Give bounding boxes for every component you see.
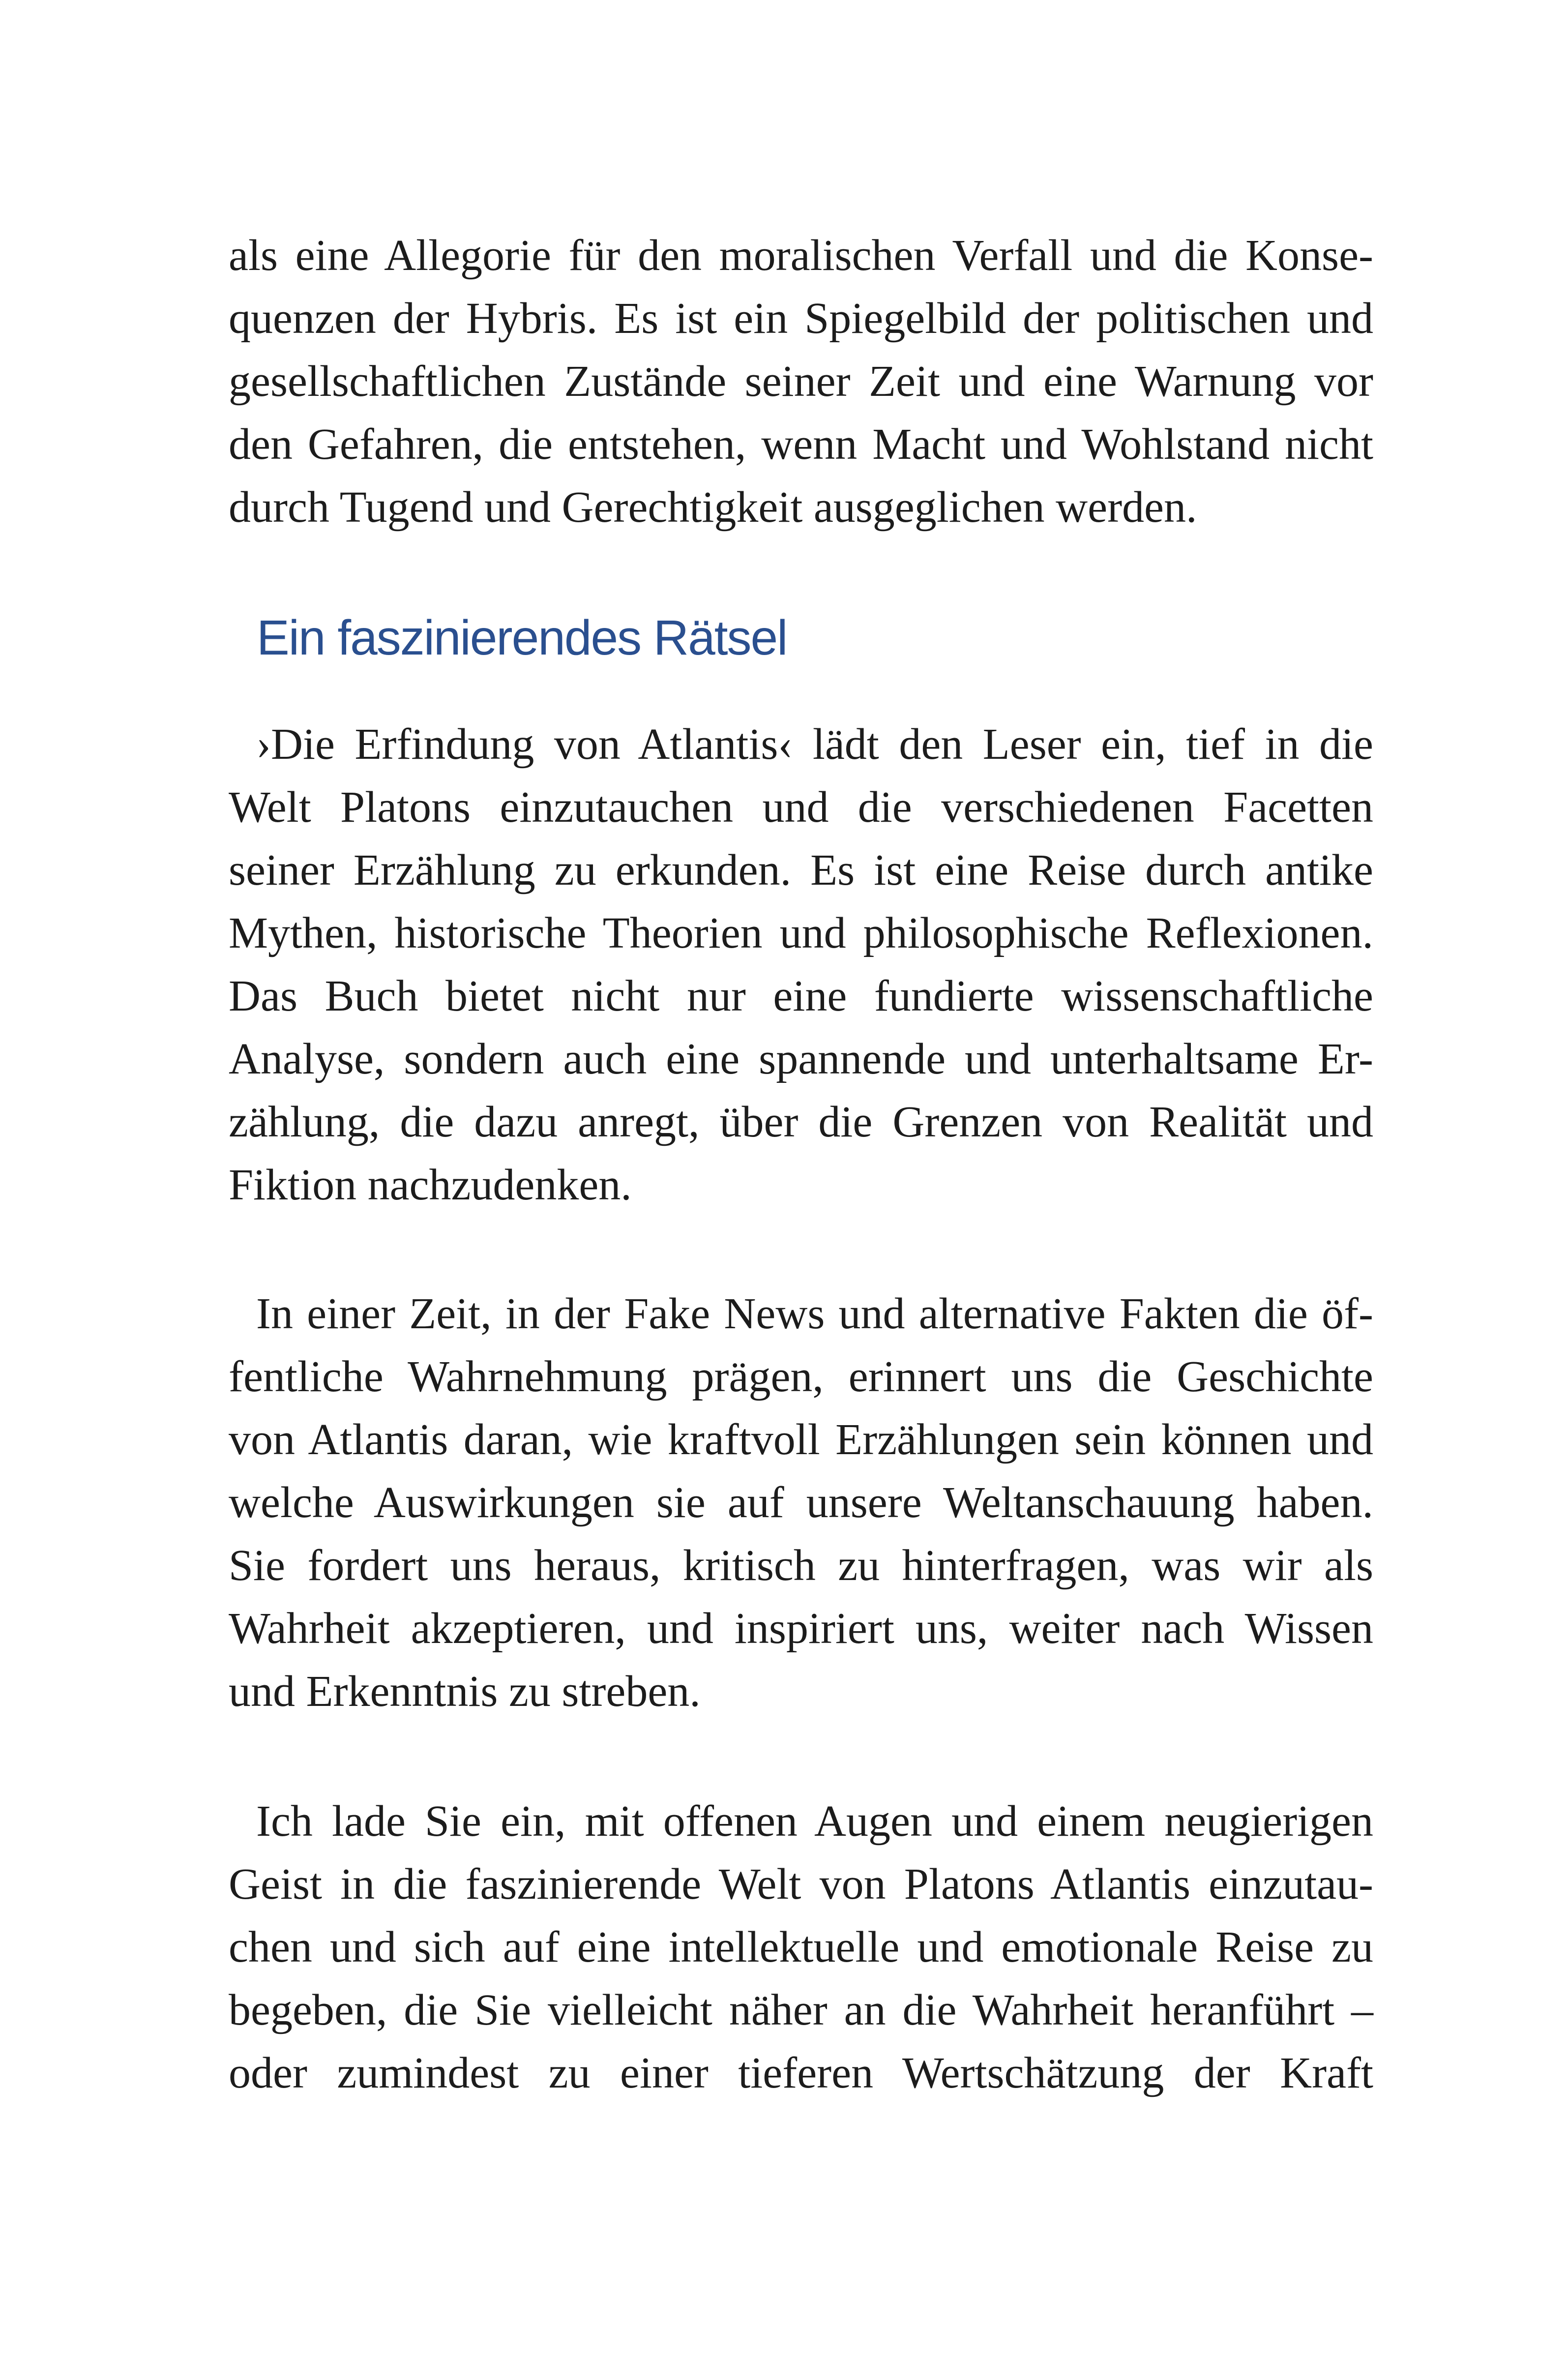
- text-line: Ich lade Sie ein, mit offenen Augen und einem neugierigen: [256, 1797, 1373, 1846]
- text-line: ›Die Erfindung von Atlantis‹ lädt den Leser ein, tief in die: [256, 720, 1373, 769]
- text-line: gesellschaftlichen Zustände seiner Zeit und eine Warnung vor: [229, 357, 1373, 406]
- text-line: oder zumindest zu einer tieferen Wertschätzung der Kraft: [229, 2049, 1373, 2097]
- text-line: als eine Allegorie für den moralischen Verfall und die Konse-: [229, 231, 1373, 280]
- text-line: Analyse, sondern auch eine spannende und unterhaltsame Er-: [229, 1035, 1373, 1083]
- text-line: seiner Erzählung zu erkunden. Es ist eine Reise durch antike: [229, 846, 1373, 895]
- paragraph-intro: [229, 713, 1373, 1217]
- text-line: Welt Platons einzutauchen und die verschiedenen Facetten: [229, 783, 1373, 832]
- paragraph-fake-news: [229, 1283, 1373, 1723]
- text-line: Wahrheit akzeptieren, und inspiriert uns, weiter nach Wissen: [229, 1604, 1373, 1653]
- paragraph-continuation: [229, 224, 1373, 539]
- text-line: Sie fordert uns heraus, kritisch zu hinterfragen, was wir als: [229, 1541, 1373, 1590]
- text-line: durch Tugend und Gerechtigkeit ausgeglichen werden.: [229, 483, 1197, 532]
- text-line: fentliche Wahrnehmung prägen, erinnert uns die Geschichte: [229, 1352, 1373, 1401]
- section-heading: Ein faszinierendes Rätsel: [257, 610, 787, 665]
- text-line: Geist in die faszinierende Welt von Platons Atlantis einzutau-: [229, 1860, 1373, 1909]
- text-line: begeben, die Sie vielleicht näher an die Wahrheit heranführt –: [229, 1986, 1373, 2034]
- text-line: zählung, die dazu anregt, über die Grenzen von Realität und: [229, 1098, 1373, 1146]
- text-line: chen und sich auf eine intellektuelle und emotionale Reise zu: [229, 1923, 1373, 1971]
- text-line: In einer Zeit, in der Fake News und alternative Fakten die öf-: [256, 1289, 1373, 1338]
- text-line: und Erkenntnis zu streben.: [229, 1667, 701, 1716]
- text-line: Fiktion nachzudenken.: [229, 1161, 632, 1209]
- paragraph-invitation: [229, 1790, 1373, 2105]
- text-line: den Gefahren, die entstehen, wenn Macht und Wohlstand nicht: [229, 420, 1373, 469]
- text-line: welche Auswirkungen sie auf unsere Weltanschauung haben.: [229, 1478, 1373, 1527]
- text-line: Das Buch bietet nicht nur eine fundierte wissenschaftliche: [229, 972, 1373, 1020]
- text-line: Mythen, historische Theorien und philosophische Reflexionen.: [229, 909, 1373, 957]
- text-line: von Atlantis daran, wie kraftvoll Erzählungen sein können und: [229, 1415, 1373, 1464]
- text-line: quenzen der Hybris. Es ist ein Spiegelbild der politischen und: [229, 294, 1373, 343]
